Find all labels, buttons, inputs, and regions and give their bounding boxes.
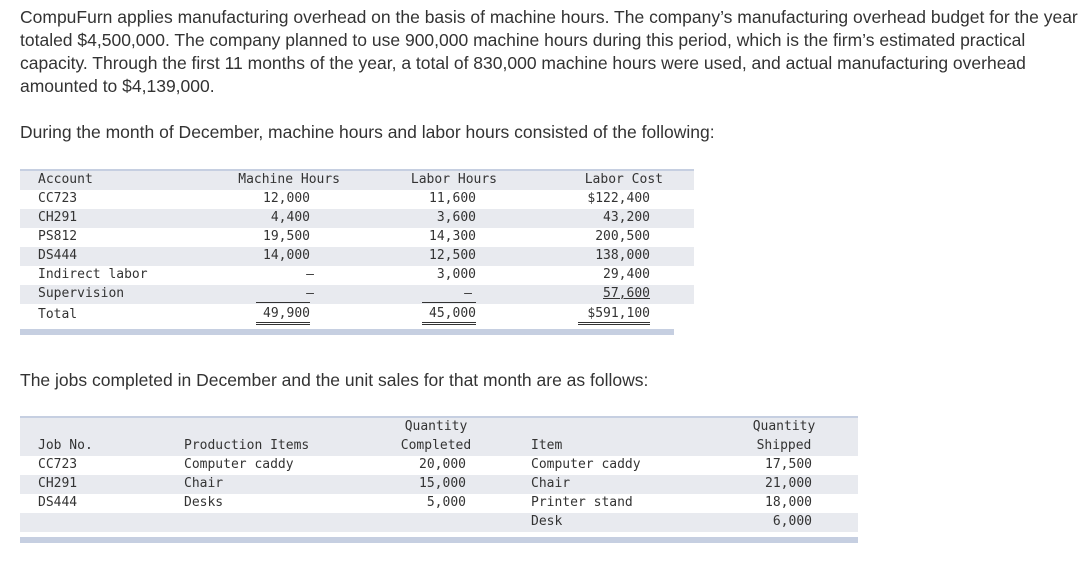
account-cell: PS812 <box>38 229 78 244</box>
labor-cost-cell: 138,000 <box>595 248 650 263</box>
labor-hours-cell: 3,600 <box>436 210 476 225</box>
labor-hours-cell: 3,000 <box>436 267 476 282</box>
total-rule <box>256 302 310 303</box>
production-item-cell: Computer caddy <box>184 457 294 472</box>
table1-intro-text: During the month of December, machine hours and labor hours consisted of the following: <box>20 122 715 142</box>
total-labor-cost: $591,100 <box>578 306 650 325</box>
labor-cost-cell: 57,600 <box>603 286 650 301</box>
labor-cost-cell: $122,400 <box>587 191 650 206</box>
column-header-quantity-completed: Quantity <box>404 419 468 434</box>
job-no-cell: CH291 <box>38 476 78 491</box>
item-cell: Printer stand <box>531 495 633 510</box>
column-header-labor-cost: Labor Cost <box>584 172 663 187</box>
table2-intro-text: The jobs completed in December and the unit sales for that month are as follows: <box>20 370 649 390</box>
column-header-account: Account <box>38 172 93 187</box>
labor-hours-cell: 12,500 <box>429 248 476 263</box>
account-cell: Indirect labor <box>38 267 148 282</box>
column-header-job-no: Job No. <box>38 438 93 453</box>
item-cell: Chair <box>531 476 571 491</box>
account-cell: CC723 <box>38 191 78 206</box>
machine-hours-cell: 14,000 <box>263 248 310 263</box>
machine-hours-cell: 4,400 <box>270 210 310 225</box>
table-footer-band <box>20 329 674 335</box>
column-header-machine-hours: Machine Hours <box>238 172 340 187</box>
labor-hours-cell: – <box>464 286 472 301</box>
production-item-cell: Chair <box>184 476 224 491</box>
quantity-completed-cell: 20,000 <box>419 457 466 472</box>
intro-paragraph: CompuFurn applies manufacturing overhead on the basis of machine hours. The company’s manufacturing overhead budget for the year totaled $4,500,000. The company planned to use 900,000 machine hours during this period, which is the firm’s estimated practical capacity. Through the first 11 months of the year, a total of 830,000 machine hours were used, and actual manufacturing overhead amounted to $4,139,000. <box>20 7 1078 96</box>
machine-hours-cell: – <box>306 286 314 301</box>
column-header-production-items: Production Items <box>184 438 310 453</box>
column-header-quantity-completed: Completed <box>400 438 472 453</box>
total-labor-hours: 45,000 <box>422 306 476 325</box>
total-rule <box>422 302 476 303</box>
labor-cost-cell: 200,500 <box>595 229 650 244</box>
labor-cost-cell: 29,400 <box>603 267 650 282</box>
jobs-and-sales-table <box>20 416 858 544</box>
machine-labor-hours-table <box>20 169 694 337</box>
total-label: Total <box>38 307 78 322</box>
column-header-quantity-shipped: Quantity <box>752 419 816 434</box>
production-item-cell: Desks <box>184 495 224 510</box>
quantity-shipped-cell: 18,000 <box>765 495 812 510</box>
account-cell: DS444 <box>38 248 78 263</box>
table-footer-band <box>20 537 858 543</box>
account-cell: Supervision <box>38 286 125 301</box>
account-cell: CH291 <box>38 210 78 225</box>
item-cell: Desk <box>531 514 563 529</box>
quantity-shipped-cell: 21,000 <box>765 476 812 491</box>
column-header-labor-hours: Labor Hours <box>410 172 497 187</box>
column-header-quantity-shipped: Shipped <box>756 438 812 453</box>
item-cell: Computer caddy <box>531 457 641 472</box>
labor-cost-cell: 43,200 <box>603 210 650 225</box>
job-no-cell: DS444 <box>38 495 78 510</box>
quantity-shipped-cell: 6,000 <box>772 514 812 529</box>
job-no-cell: CC723 <box>38 457 78 472</box>
quantity-shipped-cell: 17,500 <box>765 457 812 472</box>
labor-hours-cell: 11,600 <box>429 191 476 206</box>
column-header-item: Item <box>531 438 563 453</box>
quantity-completed-cell: 15,000 <box>419 476 466 491</box>
labor-hours-cell: 14,300 <box>429 229 476 244</box>
total-machine-hours: 49,900 <box>256 306 310 325</box>
machine-hours-cell: – <box>306 267 314 282</box>
machine-hours-cell: 19,500 <box>263 229 310 244</box>
machine-hours-cell: 12,000 <box>263 191 310 206</box>
quantity-completed-cell: 5,000 <box>426 495 466 510</box>
